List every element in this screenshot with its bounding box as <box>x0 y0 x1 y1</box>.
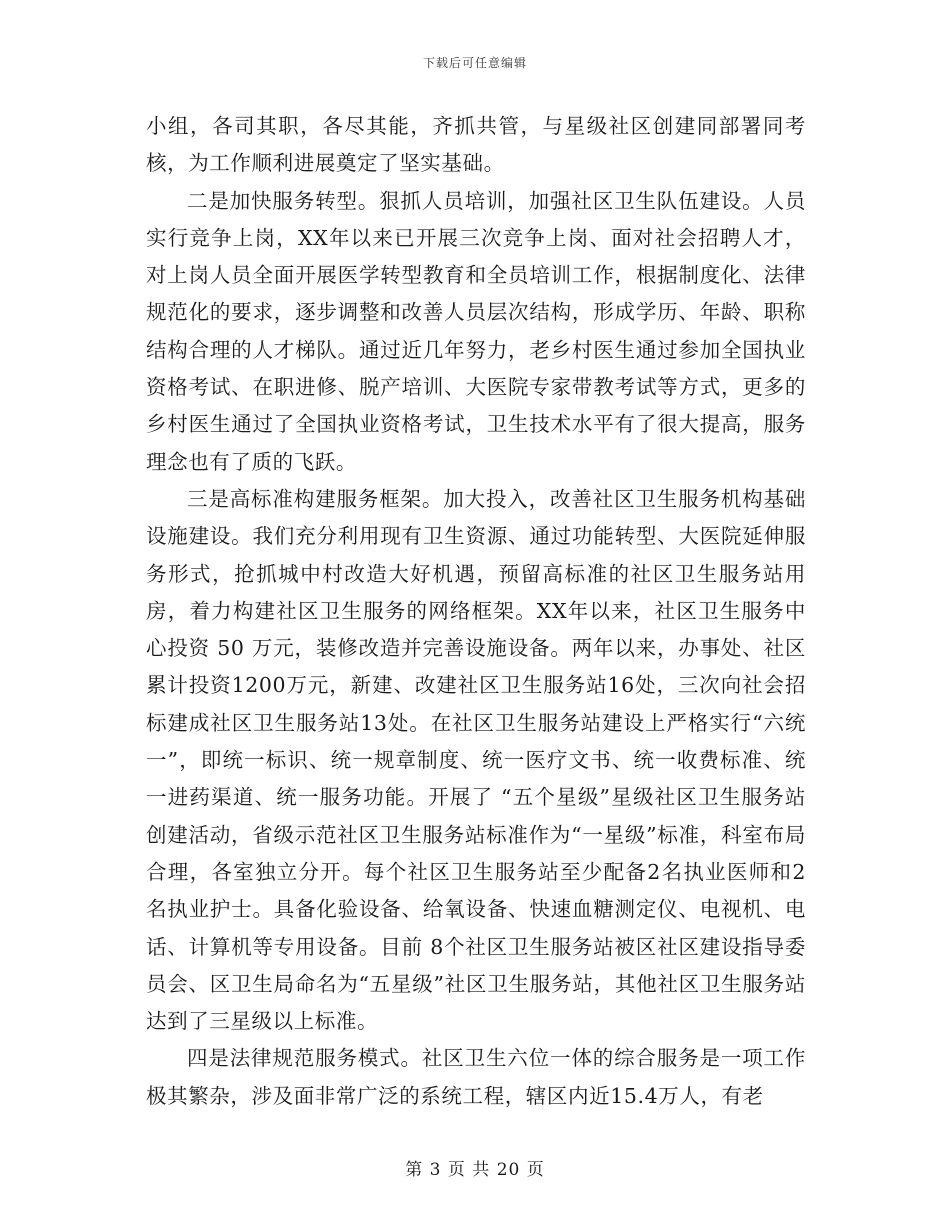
paragraph-service-framework: 三是高标准构建服务框架。加大投入，改善社区卫生服务机构基础设施建设。我们充分利用现有卫生资源、通过功能转型、大医院延伸服务形式，抢抓城中村改造大好机遇，预留高标准的社区卫生服务站用房，着力构建社区卫生服务的网络框架。XX年以来，社区卫生服务中心投资 50 万元，装修改造并完善设施设备。两年以来，办事处、社区累计投资1200万元，新建、改建社区卫生服务站16处，三次向社会招标建成社区卫生服务站13处。在社区卫生服务站建设上严格实行“六统一”，即统一标识、统一规章制度、统一医疗文书、统一收费标准、统一进药渠道、统一服务功能。开展了 “五个星级”星级社区卫生服务站创建活动，省级示范社区卫生服务站标准作为“一星级”标准，科室布局合理，各室独立分开。每个社区卫生服务站至少配备2名执业医师和2名执业护士。具备化验设备、给氧设备、快速血糖测定仪、电视机、电话、计算机等专用设备。目前 8个社区卫生服务站被区社区建设指导委员会、区卫生局命名为“五星级”社区卫生服务站，其他社区卫生服务站达到了三星级以上标准。 <box>146 486 806 1034</box>
page-header: 下载后可任意编辑 <box>422 56 527 70</box>
paragraph-service-transformation: 二是加快服务转型。狠抓人员培训，加强社区卫生队伍建设。人员实行竞争上岗，XX年以来已开展三次竞争上岗、面对社会招聘人才，对上岗人员全面开展医学转型教育和全员培训工作，根据制度化、法律规范化的要求，逐步调整和改善人员层次结构，形成学历、年龄、职称结构合理的人才梯队。通过近几年努力，老乡村医生通过参加全国执业资格考试、在职进修、脱产培训、大医院专家带教考试等方式，更多的乡村医生通过了全国执业资格考试，卫生技术水平有了很大提高，服务理念也有了质的飞跃。 <box>146 188 806 474</box>
paragraph-service-model: 四是法律规范服务模式。社区卫生六位一体的综合服务是一项工作极其繁杂，涉及面非常广泛的系统工程，辖区内近15.4万人，有老 <box>146 1046 806 1108</box>
paragraph-continuation: 小组，各司其职，各尽其能，齐抓共管，与星级社区创建同部署同考核，为工作顺利进展奠定了坚实基础。 <box>146 114 806 176</box>
document-body <box>146 108 806 1115</box>
page-number: 第 3 页 共 20 页 <box>405 1160 545 1180</box>
